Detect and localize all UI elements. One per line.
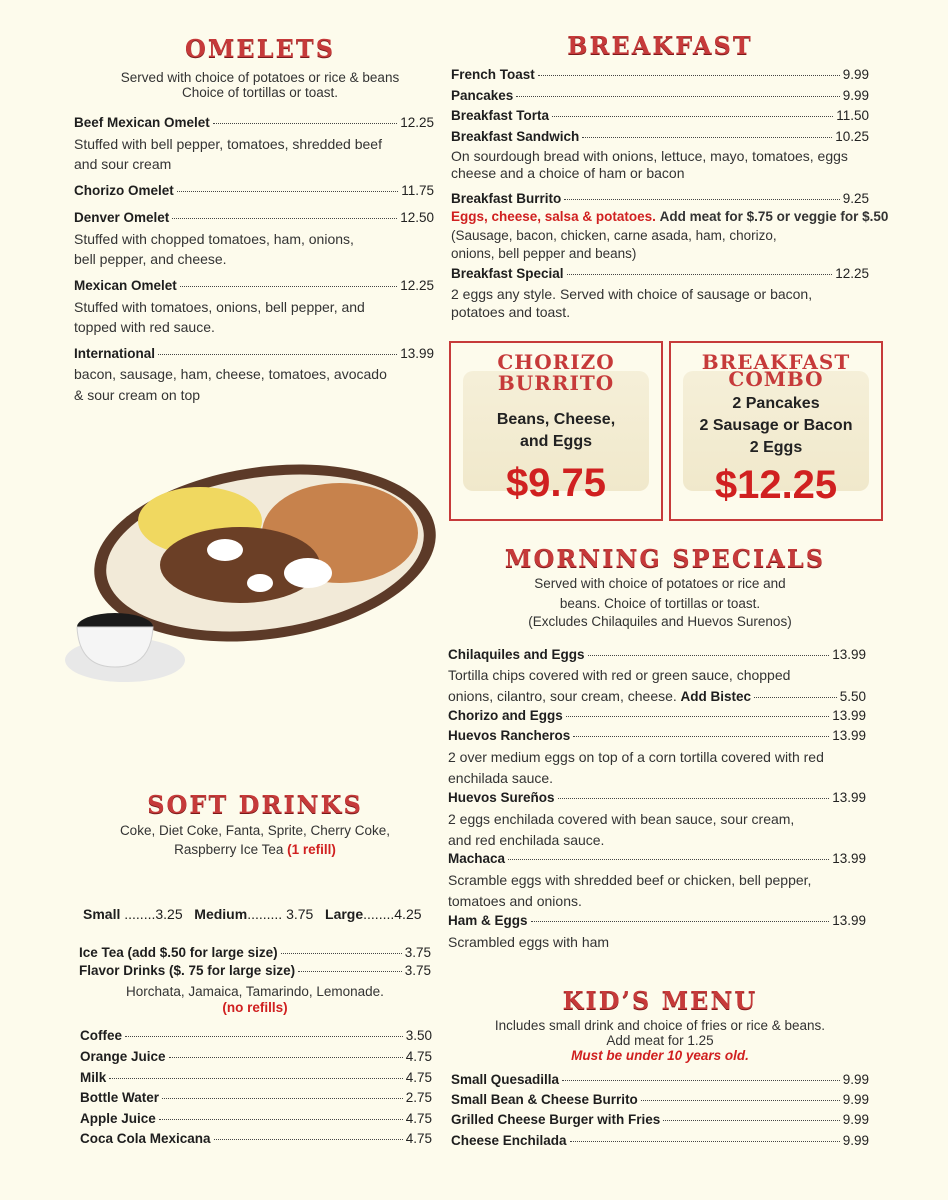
size-medium-label: Medium [194,906,248,922]
item-price: 3.50 [405,1028,432,1043]
menu-item-milk [80,1069,432,1087]
flavor-drinks-note: Horchata, Jamaica, Tamarindo, Lemonade. [126,984,384,999]
leader-dots [570,1141,840,1142]
item-price: 12.25 [400,115,434,130]
item-name: Milk [80,1070,107,1085]
item-price: 9.99 [842,88,869,103]
item-name: Coca Cola Mexicana [80,1131,211,1146]
item-price: 3.75 [404,945,431,960]
item-price: 13.99 [832,728,866,743]
item-price: 10.25 [835,129,869,144]
leader-dots [172,218,397,219]
promo-line: 2 Pancakes [732,395,820,412]
size-small-label: Small [83,906,121,922]
leader-dots [562,1080,840,1081]
menu-item-ham-and-eggs [448,912,866,930]
promo-line: 2 Eggs [749,439,803,456]
leader-dots [177,191,398,192]
leader-dots [531,921,830,922]
leader-dots [573,736,829,737]
add-bistec-label: Add Bistec [680,689,752,704]
promo-title: BREAKFAST [701,350,851,374]
item-price: 12.25 [835,266,869,281]
chilaquiles-add-bistec-line [448,686,866,706]
item-name: Mexican Omelet [74,278,177,293]
promo-price: $12.25 [714,463,838,507]
leader-dots [125,1036,403,1037]
menu-item-orange-juice [80,1048,432,1066]
menu-item-ice-tea [79,944,431,962]
leader-dots [564,199,839,200]
menu-item-beef-mexican-omelet [74,114,434,132]
item-name: Coffee [80,1028,123,1043]
omelets-title: OMELETS [184,34,336,63]
item-price: 4.75 [405,1131,432,1146]
item-name: Chorizo Omelet [74,183,174,198]
item-description: bacon, sausage, ham, cheese, tomatoes, avocado [74,366,387,382]
leader-dots [508,859,829,860]
promo-title: BURRITO [497,371,615,395]
item-description: 2 over medium eggs on top of a corn tortilla covered with red [448,749,824,765]
item-description: Scramble eggs with shredded beef or chicken, bell pepper, [448,872,812,888]
item-description: 2 eggs enchilada covered with bean sauce, sour cream, [448,811,795,827]
kids-menu-title: KID’S MENU [562,986,758,1015]
item-price: 9.99 [842,1133,869,1148]
item-description: On sourdough bread with onions, lettuce, mayo, tomatoes, eggs [451,148,848,164]
burrito-add-meat: Add meat for $.75 or veggie for $.50 [659,209,889,224]
item-price: 4.75 [405,1111,432,1126]
menu-item-pancakes [451,87,869,105]
item-name: Pancakes [451,88,514,103]
soft-drinks-note-1: Coke, Diet Coke, Fanta, Sprite, Cherry Coke, [119,823,391,838]
item-price: 9.99 [842,1072,869,1087]
item-name: Ice Tea (add $.50 for large size) [79,945,278,960]
menu-item-huevos-rancheros [448,727,866,745]
omelets-note-1: Served with choice of potatoes or rice & beans [120,70,400,85]
item-name: Grilled Cheese Burger with Fries [451,1112,661,1127]
promo-title: CHORIZO [497,350,615,374]
leader-dots [169,1057,403,1058]
leader-dots [214,1139,403,1140]
leader-dots [538,75,840,76]
morning-note-1: Served with choice of potatoes or rice and [534,576,786,591]
promo-line: Beans, Cheese, [496,411,616,428]
chilaquiles-plate-photo [40,455,440,705]
menu-item-apple-juice [80,1110,432,1128]
breakfast-title: BREAKFAST [567,31,753,60]
item-description: and sour cream [74,156,172,172]
leader-dots [159,1119,403,1120]
item-name: Small Bean & Cheese Burrito [451,1092,638,1107]
burrito-fillings: Eggs, cheese, salsa & potatoes. [451,209,656,224]
item-description: Stuffed with chopped tomatoes, ham, onions, [74,231,354,247]
menu-item-international [74,345,434,363]
menu-item-breakfast-torta [451,107,869,125]
item-price: 4.75 [405,1070,432,1085]
kids-age-note: Must be under 10 years old. [571,1048,749,1063]
menu-item-grilled-cheese-burger [451,1111,869,1129]
item-price: 13.99 [832,647,866,662]
menu-item-small-bean-cheese-burrito [451,1091,869,1109]
menu-item-small-quesadilla [451,1071,869,1089]
size-large-leader: ........ [363,906,395,922]
item-description: enchilada sauce. [448,770,554,786]
promo-title: COMBO [728,367,824,391]
morning-specials-title: MORNING SPECIALS [504,544,826,573]
item-description: onions, cilantro, sour cream, cheese. [448,688,677,704]
menu-item-cheese-enchilada [451,1132,869,1150]
promo-line: and Eggs [519,433,592,450]
burrito-addon-note [451,207,888,227]
menu-item-chorizo-and-eggs [448,707,866,725]
item-description: potatoes and toast. [451,304,571,320]
item-name: Chilaquiles and Eggs [448,647,585,662]
menu-item-huevos-surenos [448,789,866,807]
item-price: 11.75 [401,183,434,198]
leader-dots [663,1120,839,1121]
item-name: Machaca [448,851,506,866]
item-name: Breakfast Torta [451,108,550,123]
menu-item-mexican-omelet [74,277,434,295]
item-description: (Sausage, bacon, chicken, carne asada, ham, chorizo, [451,228,777,243]
leader-dots [180,286,397,287]
item-name: Orange Juice [80,1049,166,1064]
leader-dots [281,953,402,954]
item-price: 9.25 [842,191,869,206]
leader-dots [566,716,829,717]
item-description: Tortilla chips covered with red or green sauce, chopped [448,667,791,683]
item-price: 13.99 [832,708,866,723]
item-name: Breakfast Burrito [451,191,562,206]
drink-sizes-row [83,906,422,922]
leader-dots [641,1100,840,1101]
kids-note-1: Includes small drink and choice of fries or rice & beans. [494,1018,826,1033]
item-name: Chorizo and Eggs [448,708,563,723]
item-name: Flavor Drinks ($. 75 for large size) [79,963,296,978]
item-description: cheese and a choice of ham or bacon [451,165,685,181]
item-price: 13.99 [832,851,866,866]
morning-note-3: (Excludes Chilaquiles and Huevos Surenos) [528,614,792,629]
item-price: 12.25 [400,278,434,293]
menu-item-coffee [80,1027,432,1045]
item-price: 9.99 [842,67,869,82]
item-name: Huevos Sureños [448,790,555,805]
menu-item-flavor-drinks [79,962,431,980]
item-price: 13.99 [400,346,434,361]
item-name: Apple Juice [80,1111,156,1126]
leader-dots [158,354,397,355]
item-description: and red enchilada sauce. [448,832,605,848]
item-name: Cheese Enchilada [451,1133,567,1148]
leader-dots [582,137,832,138]
size-large-price: 4.25 [394,906,422,922]
item-price: 13.99 [832,913,866,928]
menu-item-breakfast-special [451,265,869,283]
leader-dots [162,1098,403,1099]
leader-dots [558,798,830,799]
item-description: onions, bell pepper and beans) [451,246,637,261]
morning-note-2: beans. Choice of tortillas or toast. [559,596,761,611]
promo-breakfast-combo [669,341,883,521]
menu-item-machaca [448,850,866,868]
item-name: Breakfast Special [451,266,564,281]
item-price: 2.75 [405,1090,432,1105]
item-name: Denver Omelet [74,210,170,225]
size-medium-price: 3.75 [286,906,314,922]
item-description: & sour cream on top [74,387,201,403]
item-name: Bottle Water [80,1090,160,1105]
soft-drinks-note-2-text: Raspberry Ice Tea [174,842,284,857]
menu-item-bottle-water [80,1089,432,1107]
promo-price: $9.75 [505,461,607,505]
leader-dots [109,1078,402,1079]
item-price: 11.50 [836,108,869,123]
item-description: Scrambled eggs with ham [448,934,610,950]
refill-note: (1 refill) [287,842,336,857]
menu-item-coca-cola-mexicana [80,1130,432,1148]
item-name: Small Quesadilla [451,1072,560,1087]
size-small-leader: ........ [120,906,156,922]
no-refills-note: (no refills) [222,1000,288,1015]
item-price: 13.99 [832,790,866,805]
add-bistec-price: 5.50 [839,689,866,704]
item-price: 9.99 [842,1092,869,1107]
item-name: Beef Mexican Omelet [74,115,210,130]
promo-chorizo-burrito [449,341,663,521]
soft-drinks-title: SOFT DRINKS [147,790,363,819]
item-price: 4.75 [405,1049,432,1064]
leader-dots [567,274,833,275]
item-name: Ham & Eggs [448,913,528,928]
menu-item-denver-omelet [74,209,434,227]
item-price: 3.75 [404,963,431,978]
leader-dots [213,123,397,124]
item-name: Breakfast Sandwich [451,129,580,144]
menu-item-breakfast-burrito [451,190,869,208]
item-description: bell pepper, and cheese. [74,251,227,267]
size-large-label: Large [325,906,364,922]
size-small-price: 3.25 [155,906,183,922]
item-name: French Toast [451,67,535,82]
item-name: International [74,346,156,361]
leader-dots [754,697,837,698]
kids-note-2: Add meat for 1.25 [606,1033,714,1048]
leader-dots [552,116,833,117]
promo-line: 2 Sausage or Bacon [699,417,853,434]
menu-item-french-toast [451,66,869,84]
omelets-note-2: Choice of tortillas or toast. [181,85,339,100]
item-description: Stuffed with bell pepper, tomatoes, shredded beef [74,136,382,152]
item-description: Stuffed with tomatoes, onions, bell pepper, and [74,299,365,315]
item-description: topped with red sauce. [74,319,215,335]
menu-item-chilaquiles-and-eggs [448,646,866,664]
leader-dots [298,971,402,972]
item-description: 2 eggs any style. Served with choice of sausage or bacon, [451,286,813,302]
item-price: 9.99 [842,1112,869,1127]
size-medium-leader: ......... [247,906,287,922]
item-description: tomatoes and onions. [448,893,582,909]
item-name: Huevos Rancheros [448,728,571,743]
leader-dots [588,655,830,656]
leader-dots [516,96,839,97]
menu-item-breakfast-sandwich [451,128,869,146]
menu-item-chorizo-omelet [74,182,434,200]
soft-drinks-note-2 [70,842,440,858]
item-price: 12.50 [400,210,434,225]
